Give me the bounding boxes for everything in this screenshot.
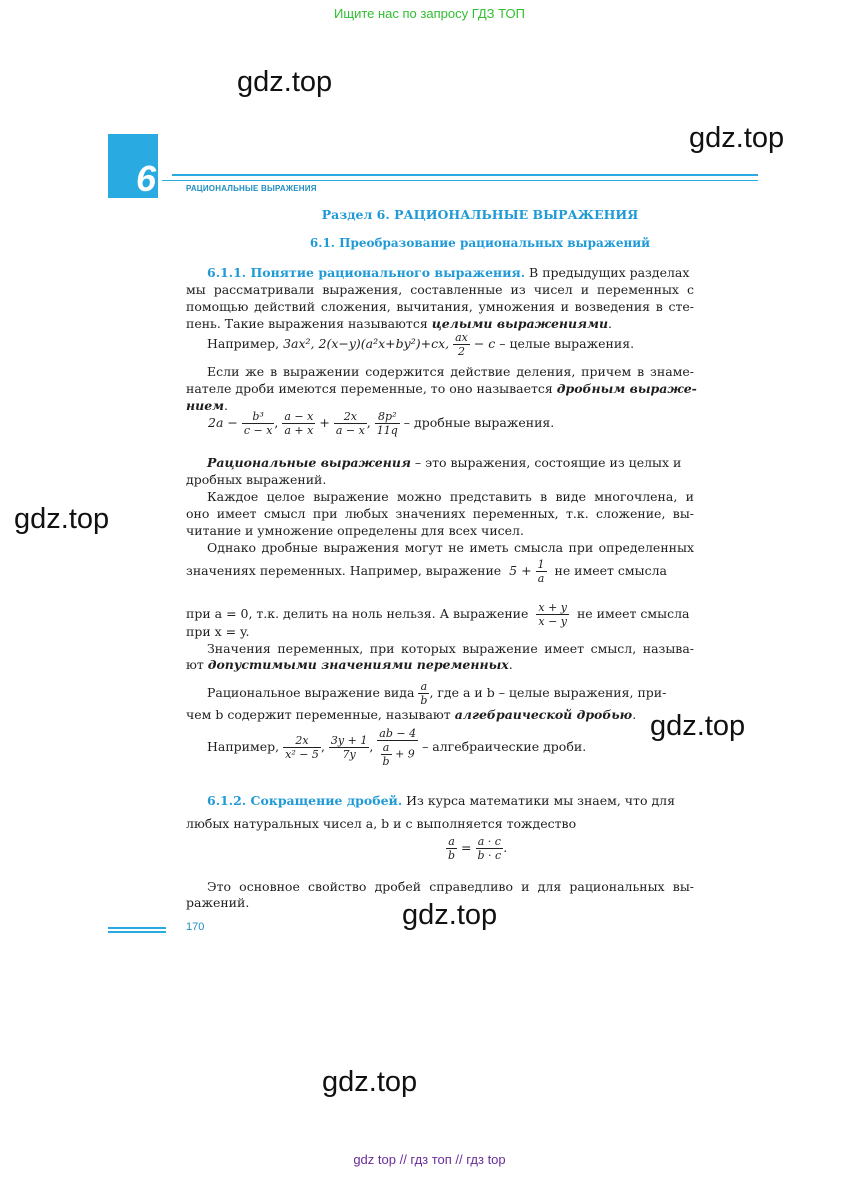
numerator: b³ — [242, 410, 275, 424]
text: значениях переменных. Например, выражение — [186, 563, 502, 578]
text: нателе дроби имеются переменные, то оно называется — [186, 381, 557, 396]
text: Из курса математики мы знаем, что для — [402, 793, 675, 808]
paragraph-line: Однако дробные выражения могут не иметь смысла при определенных — [207, 540, 694, 555]
footer-links[interactable]: gdz top // гдз топ // гдз top — [353, 1152, 506, 1167]
denominator: b — [382, 755, 390, 768]
fraction — [282, 410, 315, 437]
watermark: gdz.top — [650, 710, 746, 742]
text: – дробные выражения. — [403, 415, 555, 430]
paragraph-line: оно имеет смысл при любых значениях переменных, т.к. сложение, вы- — [186, 506, 694, 521]
term: целыми выражениями — [431, 316, 609, 331]
numerator: a — [381, 741, 392, 755]
chapter-title: РАЦИОНАЛЬНЫЕ ВЫРАЖЕНИЯ — [186, 184, 317, 193]
text: Например, — [207, 336, 284, 351]
numerator: a — [446, 835, 457, 849]
text: – алгебраические дроби. — [422, 739, 587, 754]
paragraph-line: читание и умножение определены для всех чисел. — [186, 523, 524, 538]
numerator: x + y — [538, 601, 568, 614]
text: В предыдущих разделах — [525, 265, 690, 280]
fraction — [446, 835, 457, 862]
fraction — [242, 410, 275, 437]
watermark: gdz.top — [402, 899, 498, 931]
topic-heading: 6.1.2. Сокращение дробей. — [207, 793, 403, 808]
fraction — [536, 601, 569, 628]
denominator: b — [448, 849, 456, 862]
denominator: a — [537, 572, 545, 585]
text: . — [508, 657, 513, 672]
paragraph-line: при x = y. — [186, 624, 250, 639]
formula: − c — [473, 336, 496, 351]
footer-rule — [108, 927, 166, 929]
denominator: x − y — [538, 615, 568, 628]
header-rule — [172, 174, 758, 176]
text: . — [632, 707, 637, 722]
section-title: Раздел 6. РАЦИОНАЛЬНЫЕ ВЫРАЖЕНИЯ — [321, 207, 639, 222]
text: не имеет смысла — [554, 563, 667, 578]
denominator: a + x — [284, 424, 314, 437]
term: дробным выраже- — [556, 381, 697, 396]
identity-formula — [446, 835, 507, 862]
top-banner[interactable]: Ищите нас по запросу ГДЗ ТОП — [334, 6, 525, 21]
fraction — [476, 835, 504, 862]
operator: = — [461, 840, 472, 855]
paragraph-line — [207, 680, 666, 707]
fraction — [536, 558, 547, 585]
example-line: 2a − $\frac{\text{b³}}{c - x}$ , $\frac{a - x}{a + x}$ + $\frac{2x}{a - x}$ , $\frac{\text{8p²}}{11q}$ – дробные выражения. — [208, 410, 555, 437]
formula: 5 + — [509, 563, 532, 578]
denominator: b · c — [477, 849, 502, 862]
fraction — [334, 410, 367, 437]
text: не имеет смысла — [576, 606, 690, 621]
paragraph-line — [186, 601, 689, 628]
fraction — [418, 680, 429, 707]
paragraph-line — [186, 380, 697, 397]
paragraph-line: Это основное свойство дробей справедливо и для рациональных вы- — [207, 879, 694, 894]
text: при a = 0, т.к. делить на ноль нельзя. А выражение — [186, 606, 529, 621]
subsection-title: 6.1. Преобразование рациональных выражений — [309, 236, 651, 250]
watermark: gdz.top — [322, 1066, 418, 1098]
text: + 9 — [395, 747, 415, 761]
numerator: a — [418, 680, 429, 694]
chapter-number-badge — [108, 134, 158, 198]
term: Рациональные выражения — [207, 455, 411, 470]
denominator — [377, 741, 418, 768]
paragraph-line — [207, 264, 689, 281]
paragraph-line — [207, 792, 675, 809]
numerator: a − x — [284, 410, 314, 423]
paragraph-line — [207, 454, 681, 471]
text: – это выражения, состоящие из целых и — [410, 455, 682, 470]
text: , где a и b – целые выражения, при- — [429, 685, 667, 700]
example-line — [207, 331, 634, 358]
paragraph-line: любых натуральных чисел a, b и c выполняется тождество — [186, 816, 577, 831]
numerator: ax — [455, 331, 468, 344]
paragraph-line: Каждое целое выражение можно представить в виде многочлена, и — [207, 489, 694, 504]
header-rule — [162, 180, 758, 181]
formula: 2a − — [208, 415, 238, 430]
fraction — [375, 410, 400, 437]
text: . — [224, 398, 229, 413]
denominator: b — [420, 694, 428, 707]
text: – целые выражения. — [495, 336, 635, 351]
example-line: Например, $\frac{2x}{\text{x² − 5}}$ , $\frac{3y + 1}{7y}$ , ab − 4 $\frac{a}{b}$ + 9 – алгебраические дроби. — [207, 727, 587, 768]
paragraph-line: дробных выражений. — [186, 472, 327, 487]
topic-heading: 6.1.1. Понятие рационального выражения. — [207, 265, 526, 280]
denominator: 2 — [457, 345, 465, 358]
numerator: 2x — [334, 410, 367, 424]
paragraph-line — [186, 656, 513, 673]
numerator: 3y + 1 — [330, 734, 368, 747]
paragraph-line: Если же в выражении содержится действие деления, причем в знаме- — [207, 364, 694, 379]
paragraph-line — [186, 558, 667, 585]
numerator: 8p² — [375, 410, 400, 424]
denominator: x² − 5 — [285, 748, 319, 761]
paragraph-line: ражений. — [186, 895, 250, 910]
page-number: 170 — [186, 921, 205, 933]
text: Например, — [207, 739, 280, 754]
fraction — [329, 734, 369, 761]
text: ют — [186, 657, 208, 672]
text: . — [608, 316, 613, 331]
denominator: a − x — [335, 424, 365, 437]
text: . — [503, 840, 508, 855]
text: пень. Такие выражения называются — [186, 316, 432, 331]
paragraph-line — [186, 315, 612, 332]
fraction — [377, 727, 418, 768]
term: алгебраической дробью — [454, 707, 633, 722]
formula: 3ax², 2(x−y)(a²x+by²)+cx, — [283, 336, 450, 351]
fraction — [283, 734, 321, 761]
paragraph-line: мы рассматривали выражения, составленные из чисел и переменных с — [186, 282, 694, 297]
term: нием — [186, 398, 225, 413]
watermark: gdz.top — [14, 503, 110, 535]
numerator: 1 — [537, 558, 545, 571]
text: чем b содержит переменные, называют — [186, 707, 455, 722]
fraction — [381, 741, 392, 768]
numerator: a · c — [476, 835, 504, 849]
term: допустимыми значениями переменных — [207, 657, 509, 672]
watermark: gdz.top — [237, 66, 333, 98]
numerator: ab − 4 — [379, 727, 417, 740]
fraction — [453, 331, 470, 358]
chapter-number: 6 — [135, 158, 156, 199]
denominator: c − x — [243, 424, 273, 437]
operator: + — [319, 415, 330, 430]
footer-rule — [108, 931, 166, 933]
watermark: gdz.top — [689, 122, 785, 154]
paragraph-line: Значения переменных, при которых выражение имеет смысл, называ- — [207, 641, 694, 656]
paragraph-line: помощью действий сложения, вычитания, умножения и возведения в сте- — [186, 299, 694, 314]
numerator: 2x — [283, 734, 321, 748]
text: Рациональное выражение вида — [207, 685, 415, 700]
denominator: 11q — [376, 424, 398, 437]
paragraph-line — [186, 706, 636, 723]
denominator: 7y — [342, 748, 356, 761]
